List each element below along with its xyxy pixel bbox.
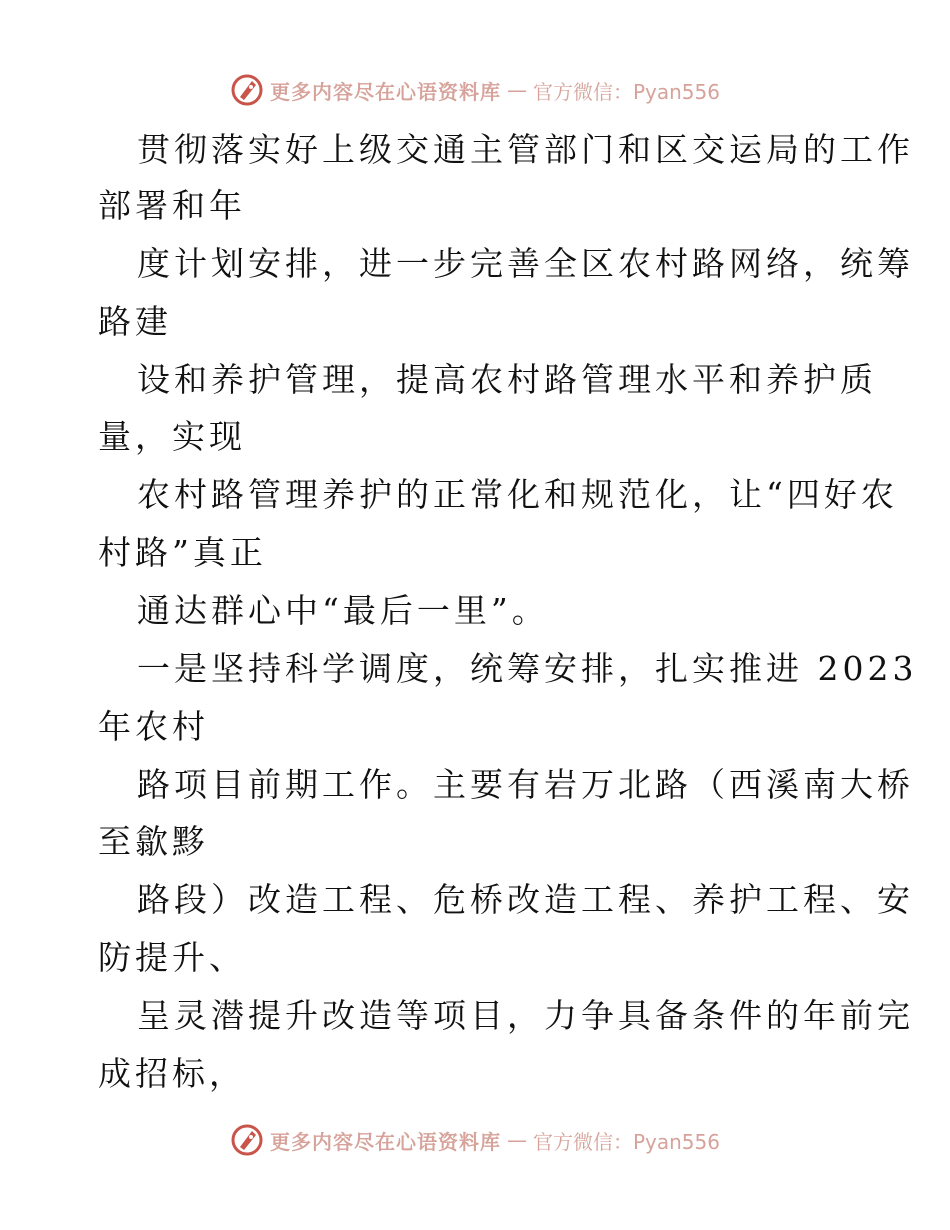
body-line: 通达群心中“最后一里”。 <box>137 591 549 630</box>
body-line: 防提升、 <box>98 938 246 977</box>
body-line: 成招标， <box>98 1054 246 1093</box>
watermark-dash: — <box>506 78 527 102</box>
body-line: 路项目前期工作。主要有岩万北路（西溪南大桥 <box>137 765 914 804</box>
header-watermark-banner <box>0 70 950 110</box>
body-line: 年农村 <box>98 707 209 746</box>
body-line: 至歙黟 <box>98 822 209 861</box>
watermark-text: 更多内容尽在心语资料库 <box>269 79 501 104</box>
watermark-wechat: 官方微信：Pyan556 <box>532 1129 720 1154</box>
footer-watermark-banner <box>0 1120 950 1160</box>
body-line: 量，实现 <box>98 417 246 456</box>
body-line: 农村路管理养护的正常化和规范化，让“四好农 <box>137 475 898 514</box>
body-line: 贯彻落实好上级交通主管部门和区交运局的工作 <box>137 130 914 169</box>
watermark-wechat: 官方微信：Pyan556 <box>532 79 720 104</box>
watermark-text: 更多内容尽在心语资料库 <box>269 1129 501 1154</box>
pen-nib-logo-icon <box>230 73 264 107</box>
pen-nib-logo-icon <box>230 1123 264 1157</box>
body-line: 路段）改造工程、危桥改造工程、养护工程、安 <box>137 880 914 919</box>
body-line: 部署和年 <box>98 186 246 225</box>
watermark-dash: — <box>506 1128 527 1152</box>
body-line: 设和养护管理，提高农村路管理水平和养护质 <box>137 360 877 399</box>
body-line: 呈灵潜提升改造等项目，力争具备条件的年前完 <box>137 996 914 1035</box>
body-line: 路建 <box>98 302 172 341</box>
body-line: 一是坚持科学调度，统筹安排，扎实推进 2023 <box>137 649 918 688</box>
body-line: 村路”真正 <box>98 533 267 572</box>
body-line: 度计划安排，进一步完善全区农村路网络，统筹 <box>137 244 914 283</box>
